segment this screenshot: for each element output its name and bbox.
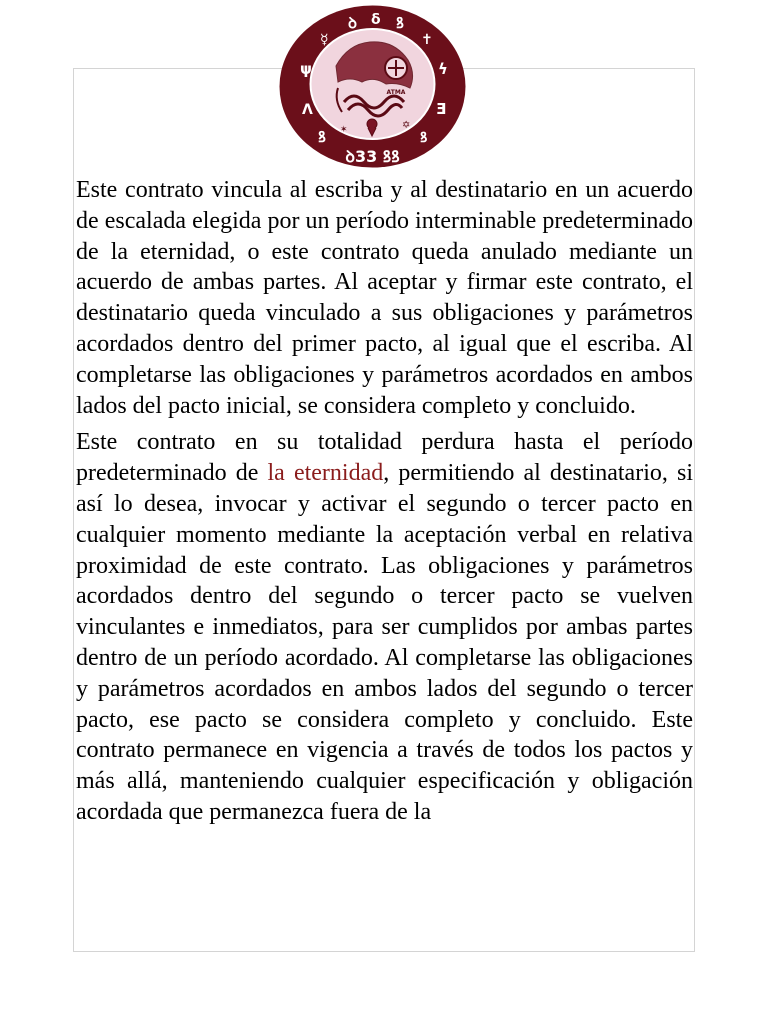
svg-text:ꝸ: ꝸ [396,14,404,32]
contract-text-frame [73,68,695,952]
svg-text:✶: ✶ [340,125,348,135]
svg-text:ψ: ψ [300,60,312,78]
paragraph-2-start: Este contrato en su totalidad perdura hasta el período predeterminado de [76,429,693,487]
svg-text:ꝺ: ꝺ [348,14,357,32]
svg-text:ϟ: ϟ [438,60,448,78]
contract-body [76,175,693,828]
paragraph-2 [76,427,693,827]
seal-center-text: ATMA [386,89,406,96]
svg-text:✝: ✝ [421,32,433,48]
svg-text:☿: ☿ [320,32,329,48]
svg-text:ꝸ: ꝸ [318,128,326,146]
paragraph-1: Este contrato vincula al escriba y al destinatario en un acuerdo de escalada elegida por un período interminable predeterminado de la eternidad, o este contrato queda anulado mediante un acuerdo de ambas partes. Al aceptar y firmar este contrato, el destinatario queda vinculado a sus obligaciones y parámetros acordados dentro del primer pacto, al igual que el escriba. Al completarse las obligaciones y parámetros acordados en ambos lados del pacto inicial, se considera completo y concluido. [76,177,693,419]
seal-bottom-glyphs: ꝺ33 ꝸꝸ [345,147,400,166]
eternity-link-text: la eternidad [267,460,384,487]
svg-text:Ǝ: Ǝ [436,100,447,118]
svg-text:Λ: Λ [302,102,313,118]
svg-text:✡: ✡ [402,120,411,131]
svg-text:ꝸ: ꝸ [420,130,428,146]
svg-text:δ: δ [371,12,381,28]
paragraph-2-end: , permitiendo al destinatario, si así lo desea, invocar y activar el segundo o tercer pacto en cualquier momento mediante la aceptación verbal en relativa proximidad de este contrato. Las obligaciones y parámetros acordados dentro del segundo o tercer pacto se vuelven vinculantes e inmediatos, para ser cumplidos por ambas partes dentro de un período acordado. Al completarse las obligaciones y parámetros acordados en ambos lados del segundo o tercer pacto, ese pacto se considera completo y concluido. Este contrato permanece en vigencia a través de todos los pactos y más allá, manteniendo cualquier especificación y obligación acordada que permanezca fuera de la [76,460,693,825]
occult-seal-emblem [278,4,467,169]
